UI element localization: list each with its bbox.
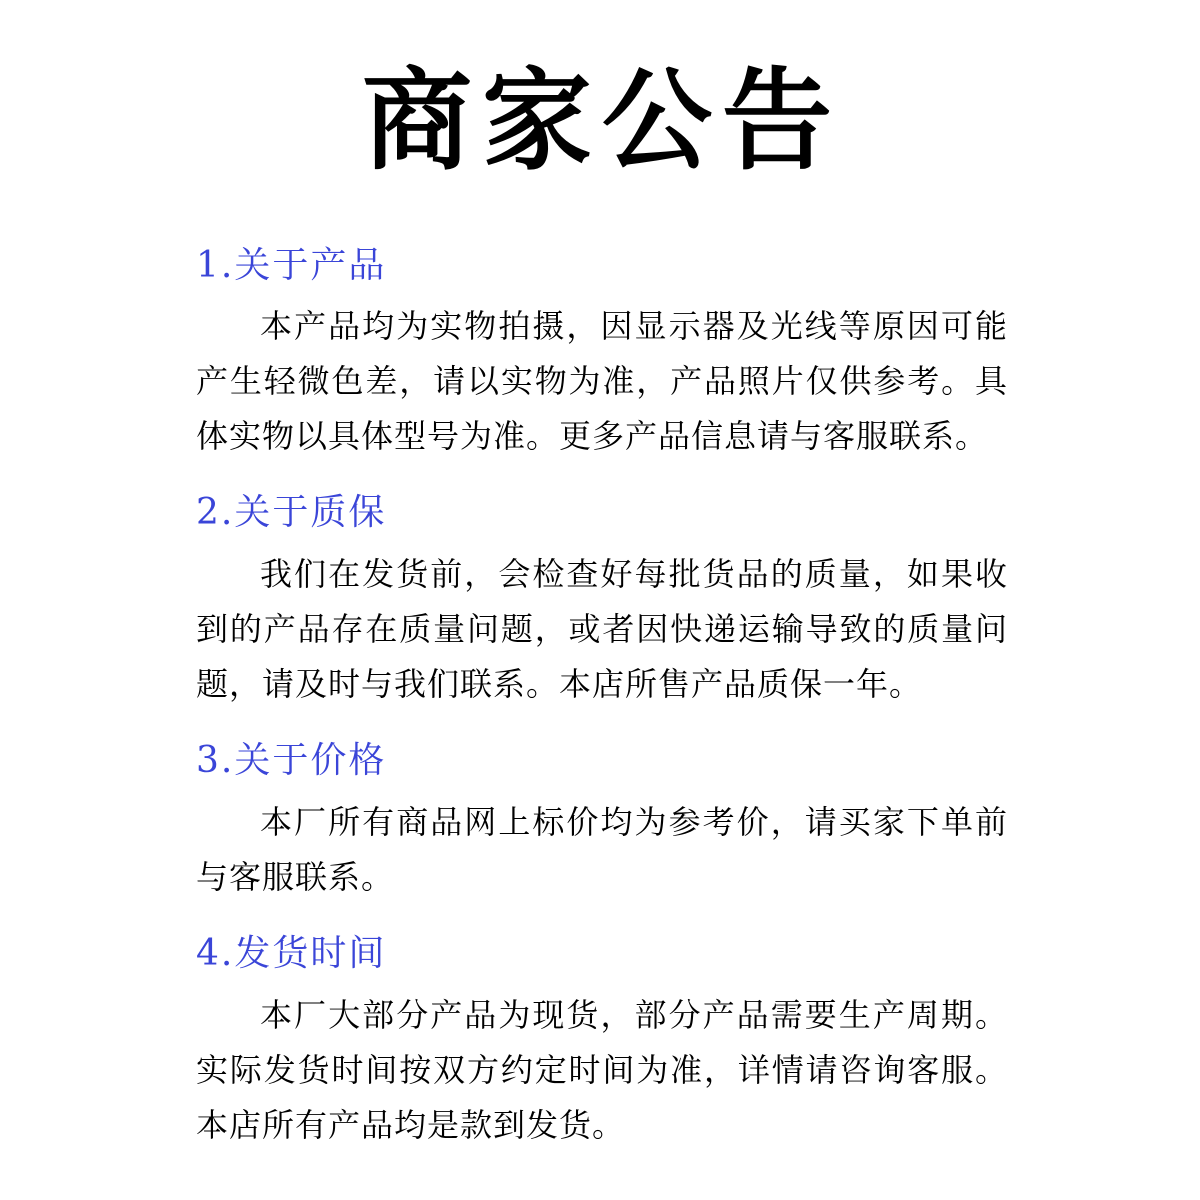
section-pricing-body: 本厂所有商品网上标价均为参考价，请买家下单前与客服联系。 bbox=[196, 802, 1008, 896]
page-title: 商家公告 bbox=[362, 56, 842, 185]
section-about-product bbox=[196, 243, 1008, 465]
section-pricing bbox=[196, 738, 1008, 905]
section-about-product-body: 本产品均为实物拍摄，因显示器及光线等原因可能产生轻微色差，请以实物为准，产品照片仅供参考。具体实物以具体型号为准。更多产品信息请与客服联系。 bbox=[196, 307, 1008, 456]
section-pricing-heading: 3.关于价格 bbox=[196, 740, 387, 782]
section-warranty-body: 我们在发货前，会检查好每批货品的质量，如果收到的产品存在质量问题，或者因快递运输导致的质量问题，请及时与我们联系。本店所售产品质保一年。 bbox=[196, 555, 1008, 704]
section-shipping-time bbox=[196, 931, 1008, 1153]
section-shipping-time-body: 本厂大部分产品为现货，部分产品需要生产周期。实际发货时间按双方约定时间为准，详情请咨询客服。本店所有产品均是款到发货。 bbox=[196, 995, 1008, 1144]
section-about-product-heading: 1.关于产品 bbox=[196, 244, 387, 286]
section-warranty-heading: 2.关于质保 bbox=[196, 492, 387, 534]
section-warranty bbox=[196, 490, 1008, 712]
section-shipping-time-heading: 4.发货时间 bbox=[196, 932, 387, 974]
